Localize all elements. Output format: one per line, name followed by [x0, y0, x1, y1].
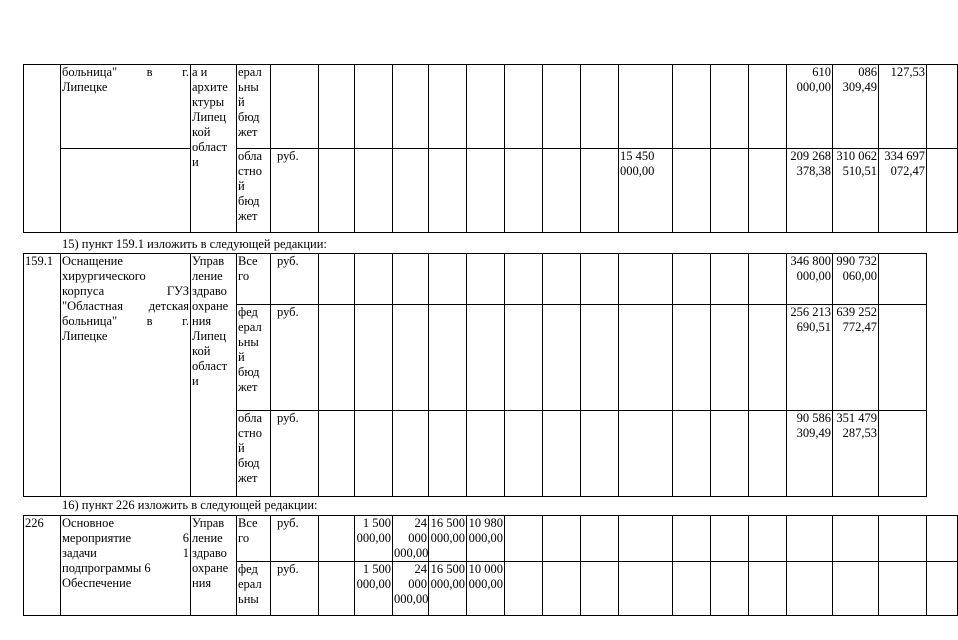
unit-cell: руб. — [271, 305, 319, 411]
value-cell: 209 268 378,38 — [787, 149, 833, 233]
unit-cell: руб. — [271, 149, 319, 233]
org-cell: Управ ление здраво охране ния Липец кой област и — [191, 254, 237, 497]
source-cell: фед ерал ьны — [237, 562, 271, 616]
value-cell: 10 000 000,00 — [467, 562, 505, 616]
org-cell: а и архите ктуры Липец кой област и — [191, 65, 237, 233]
name-cell: больница" в г. Липецке — [61, 65, 191, 149]
caption-item-16: 16) пункт 226 изложить в следующей редакции: — [62, 498, 318, 512]
value-cell: 310 062 510,51 — [833, 149, 879, 233]
value-cell: 346 800 000,00 — [787, 254, 833, 305]
value-cell: 127,53 — [879, 65, 927, 149]
value-cell: 351 479 287,53 — [833, 411, 879, 497]
table-item-226 — [23, 515, 958, 616]
value-cell: 086 309,49 — [833, 65, 879, 149]
value-cell: 256 213 690,51 — [787, 305, 833, 411]
unit-cell: руб. — [271, 562, 319, 616]
value-cell: 16 500 000,00 — [429, 516, 467, 562]
value-cell: 10 980 000,00 — [467, 516, 505, 562]
num-cell — [24, 65, 61, 233]
source-cell: ерал ьны й бюд жет — [237, 65, 271, 149]
org-cell: Управ ление здраво охране ния — [191, 516, 237, 616]
value-cell: 1 500 000,00 — [355, 562, 393, 616]
name-cell: Оснащение хирургического корпуса ГУЗ "Областная детская больница" в г. Липецке — [61, 254, 191, 497]
table-row — [24, 65, 958, 149]
unit-cell: руб. — [271, 516, 319, 562]
table-row — [24, 516, 958, 562]
value-cell: 1 500 000,00 — [355, 516, 393, 562]
source-cell: Все го — [237, 516, 271, 562]
source-cell: обла стно й бюд жет — [237, 411, 271, 497]
name-cell: Основное мероприятие 6 задачи 1 подпрограммы 6 Обеспечение — [61, 516, 191, 616]
value-cell: 990 732 060,00 — [833, 254, 879, 305]
value-cell: 24 000 000,00 — [394, 516, 429, 560]
unit-cell: руб. — [271, 411, 319, 497]
num-cell: 159.1 — [24, 254, 61, 497]
value-cell: 24 000 000,00 — [393, 562, 429, 616]
value-cell: 610 000,00 — [787, 65, 833, 149]
source-cell: фед ерал ьны й бюд жет — [237, 305, 271, 411]
value-cell: 639 252 772,47 — [833, 305, 879, 411]
value-cell: 16 500 000,00 — [429, 562, 467, 616]
value-cell: 90 586 309,49 — [787, 411, 833, 497]
table-row — [24, 254, 958, 305]
table-continuation — [23, 64, 958, 233]
source-cell: Все го — [237, 254, 271, 305]
table-item-159-1 — [23, 253, 958, 497]
num-cell: 226 — [24, 516, 61, 616]
table-row — [24, 149, 958, 233]
unit-cell: руб. — [271, 254, 319, 305]
caption-item-15: 15) пункт 159.1 изложить в следующей редакции: — [62, 237, 327, 251]
value-cell: 334 697 072,47 — [879, 149, 927, 233]
value-cell: 15 450 000,00 — [619, 149, 673, 233]
source-cell: обла стно й бюд жет — [237, 149, 271, 233]
